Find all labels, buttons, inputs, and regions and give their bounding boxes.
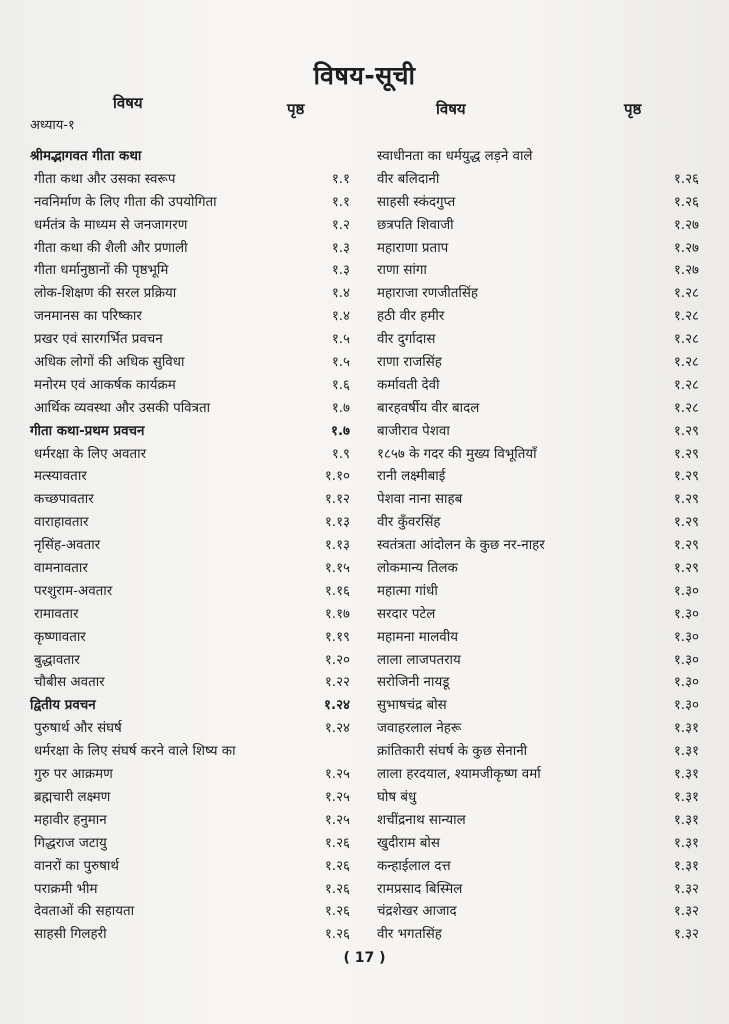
toc-entry bbox=[377, 329, 699, 352]
toc-entry bbox=[30, 398, 350, 421]
toc-entry-title: गिद्धराज जटायु bbox=[34, 835, 107, 851]
toc-entry-title: मनोरम एवं आकर्षक कार्यक्रम bbox=[34, 377, 176, 393]
toc-entry-page: १.१६ bbox=[324, 583, 350, 599]
toc-entry-page: १.२६ bbox=[324, 858, 350, 874]
toc-entry-title: वीर दुर्गादास bbox=[377, 332, 436, 348]
toc-entry-page: १.२८ bbox=[673, 332, 699, 348]
toc-entry-title: गीता कथा की शैली और प्रणाली bbox=[34, 240, 188, 256]
toc-entry-title: साहसी गिलहरी bbox=[34, 927, 107, 943]
toc-entry bbox=[30, 260, 350, 283]
toc-entry-page: १.२० bbox=[324, 652, 350, 668]
toc-entry-page: १.२६ bbox=[673, 194, 699, 210]
toc-entry-page: १.२४ bbox=[324, 721, 350, 737]
toc-entry bbox=[377, 741, 699, 764]
toc-entry bbox=[30, 764, 350, 787]
toc-entry bbox=[377, 421, 699, 444]
toc-entry-page: १.३१ bbox=[673, 721, 699, 737]
toc-entry bbox=[30, 329, 350, 352]
toc-entry-title: लोक-शिक्षण की सरल प्रक्रिया bbox=[34, 286, 177, 302]
toc-entry-page: १.२६ bbox=[324, 904, 350, 920]
toc-entry-page: १.२९ bbox=[673, 561, 699, 577]
toc-entry bbox=[377, 375, 699, 398]
toc-entry bbox=[30, 375, 350, 398]
toc-entry-title: बाजीराव पेशवा bbox=[377, 423, 450, 439]
toc-entry-title: गीता धर्मानुष्ठानों की पृष्ठभूमि bbox=[34, 263, 169, 279]
toc-entry-title: शचींद्रनाथ सान्याल bbox=[377, 812, 466, 828]
toc-entry-title: पेशवा नाना साहब bbox=[377, 492, 463, 508]
toc-entry-title: रामप्रसाद बिस्मिल bbox=[377, 881, 463, 897]
toc-entry-page: १.२५ bbox=[324, 812, 350, 828]
toc-entry-title: बुद्धावतार bbox=[34, 652, 80, 668]
toc-entry-page: १.३१ bbox=[673, 767, 699, 783]
toc-entry-title: नृसिंह-अवतार bbox=[34, 538, 101, 554]
toc-entry-title: सरोजिनी नायडू bbox=[377, 675, 450, 691]
right-toc-column bbox=[377, 146, 699, 947]
toc-entry-page: १.४ bbox=[331, 309, 350, 325]
toc-entry-title: मत्स्यावतार bbox=[34, 469, 87, 485]
toc-entry bbox=[377, 535, 699, 558]
toc-entry-page: १.३२ bbox=[673, 881, 699, 897]
toc-entry-title: बारहवर्षीय वीर बादल bbox=[377, 400, 480, 416]
left-toc-column bbox=[30, 146, 350, 947]
toc-entry bbox=[30, 535, 350, 558]
toc-entry bbox=[377, 215, 699, 238]
toc-entry-page: १.२९ bbox=[673, 515, 699, 531]
toc-entry-title: लाला लाजपतराय bbox=[377, 652, 461, 668]
toc-entry bbox=[377, 489, 699, 512]
toc-entry bbox=[377, 627, 699, 650]
toc-entry-page: १.३० bbox=[673, 606, 699, 622]
toc-entry bbox=[30, 581, 350, 604]
toc-entry bbox=[377, 695, 699, 718]
toc-entry-page: १.३१ bbox=[673, 812, 699, 828]
toc-entry-page: १.२७ bbox=[673, 263, 699, 279]
toc-entry-title: धर्मरक्षा के लिए अवतार bbox=[34, 446, 147, 462]
toc-entry-page: १.२८ bbox=[673, 400, 699, 416]
toc-entry-title: वीर भगतसिंह bbox=[377, 927, 442, 943]
toc-entry bbox=[377, 283, 699, 306]
toc-entry bbox=[30, 901, 350, 924]
toc-entry-title: खुदीराम बोस bbox=[377, 835, 440, 851]
toc-entry-page: १.२८ bbox=[673, 309, 699, 325]
toc-entry-title: कच्छपावतार bbox=[34, 492, 94, 508]
toc-entry-title: महाराणा प्रताप bbox=[377, 240, 449, 256]
toc-entry-page: १.३० bbox=[673, 629, 699, 645]
toc-entry-title: धर्मरक्षा के लिए संघर्ष करने वाले शिष्य का bbox=[34, 744, 236, 760]
toc-entry-page: १.२६ bbox=[324, 927, 350, 943]
toc-entry bbox=[377, 260, 699, 283]
toc-entry-title: प्रखर एवं सारगर्भित प्रवचन bbox=[34, 332, 163, 348]
toc-entry bbox=[377, 192, 699, 215]
toc-entry-page: १.२७ bbox=[673, 240, 699, 256]
toc-entry-title: छत्रपति शिवाजी bbox=[377, 217, 454, 233]
toc-entry bbox=[30, 879, 350, 902]
toc-entry bbox=[377, 398, 699, 421]
toc-entry bbox=[377, 169, 699, 192]
toc-entry-page: १.३० bbox=[673, 652, 699, 668]
toc-entry-title: साहसी स्कंदगुप्त bbox=[377, 194, 456, 210]
toc-entry-title: वाराहावतार bbox=[34, 515, 89, 531]
toc-entry-page: १.१ bbox=[331, 171, 350, 187]
toc-entry-title: धर्मतंत्र के माध्यम से जनजागरण bbox=[34, 217, 188, 233]
toc-entry bbox=[377, 650, 699, 673]
toc-entry bbox=[377, 146, 677, 169]
toc-entry-page: १.२९ bbox=[673, 492, 699, 508]
left-toc-list bbox=[30, 146, 350, 947]
toc-entry-title: परशुराम-अवतार bbox=[34, 583, 113, 599]
toc-entry bbox=[377, 718, 699, 741]
left-subject-header: विषय bbox=[113, 94, 143, 112]
toc-entry-page: १.६ bbox=[331, 377, 350, 393]
toc-entry-title: गुरु पर आक्रमण bbox=[34, 767, 113, 783]
toc-entry-page: १.२४ bbox=[324, 698, 350, 714]
toc-entry-page: १.७ bbox=[330, 423, 350, 439]
toc-entry bbox=[377, 879, 699, 902]
toc-entry-title: नवनिर्माण के लिए गीता की उपयोगिता bbox=[34, 194, 217, 210]
toc-entry-page: १.२९ bbox=[673, 469, 699, 485]
toc-entry-page: १.२९ bbox=[673, 446, 699, 462]
toc-entry-title: रामावतार bbox=[34, 606, 79, 622]
toc-entry bbox=[30, 558, 350, 581]
toc-entry-page: १.३ bbox=[331, 240, 350, 256]
toc-entry-page: १.९ bbox=[331, 446, 350, 462]
toc-entry-page: १.१ bbox=[331, 194, 350, 210]
toc-entry-title: कन्हाईलाल दत्त bbox=[377, 858, 451, 874]
toc-entry bbox=[377, 512, 699, 535]
toc-entry bbox=[377, 856, 699, 879]
toc-entry bbox=[377, 901, 699, 924]
toc-entry-title: स्वतंत्रता आंदोलन के कुछ नर-नाहर bbox=[377, 538, 545, 554]
toc-entry-title: महामना मालवीय bbox=[377, 629, 458, 645]
toc-entry bbox=[377, 924, 699, 947]
toc-entry bbox=[377, 466, 699, 489]
toc-entry bbox=[30, 672, 350, 695]
toc-entry-title: महात्मा गांधी bbox=[377, 583, 438, 599]
toc-entry bbox=[377, 787, 699, 810]
left-page-header: पृष्ठ bbox=[287, 100, 305, 118]
toc-entry-title: चंद्रशेखर आजाद bbox=[377, 904, 457, 920]
toc-entry-page: १.१५ bbox=[324, 561, 350, 577]
toc-entry-page: १.२५ bbox=[324, 789, 350, 805]
toc-entry-title: चौबीस अवतार bbox=[34, 675, 105, 691]
toc-entry bbox=[30, 741, 330, 764]
page-title: विषय-सूची bbox=[313, 61, 416, 90]
toc-entry bbox=[377, 238, 699, 261]
toc-entry-title: स्वाधीनता का धर्मयुद्ध लड़ने वाले bbox=[377, 149, 533, 164]
toc-entry bbox=[377, 833, 699, 856]
toc-entry bbox=[30, 238, 350, 261]
toc-entry-page: १.३० bbox=[673, 698, 699, 714]
toc-entry-title: जनमानस का परिष्कार bbox=[34, 309, 142, 325]
toc-entry-page: १.२२ bbox=[324, 675, 350, 691]
toc-entry-page: १.२९ bbox=[673, 538, 699, 554]
toc-entry-title: १८५७ के गदर की मुख्य विभूतियाँ bbox=[377, 446, 537, 462]
toc-entry-page: १.४ bbox=[331, 286, 350, 302]
toc-entry bbox=[377, 444, 699, 467]
page-number: ( 17 ) bbox=[343, 950, 386, 966]
toc-entry bbox=[30, 695, 350, 718]
toc-entry-title: गीता कथा-प्रथम प्रवचन bbox=[30, 423, 145, 439]
toc-entry-page: १.३१ bbox=[673, 744, 699, 760]
toc-entry-title: वीर कुँवरसिंह bbox=[377, 515, 441, 531]
toc-entry-page: १.२ bbox=[331, 217, 350, 233]
toc-entry bbox=[30, 856, 350, 879]
toc-entry bbox=[30, 489, 350, 512]
toc-entry bbox=[377, 306, 699, 329]
toc-entry-page: १.२९ bbox=[673, 423, 699, 439]
toc-entry bbox=[377, 558, 699, 581]
toc-entry bbox=[30, 604, 350, 627]
toc-entry-page: १.३१ bbox=[673, 789, 699, 805]
chapter-label: अध्याय-१ bbox=[30, 118, 75, 133]
toc-entry-title: अधिक लोगों की अधिक सुविधा bbox=[34, 355, 185, 371]
toc-entry-page: १.१९ bbox=[324, 629, 350, 645]
toc-entry-page: १.१० bbox=[324, 469, 350, 485]
toc-entry-title: हठी वीर हमीर bbox=[377, 309, 445, 325]
toc-entry-page: १.१२ bbox=[324, 492, 350, 508]
right-page-header: पृष्ठ bbox=[624, 100, 642, 118]
toc-entry-page: १.२८ bbox=[673, 286, 699, 302]
toc-entry-title: लाला हरदयाल, श्यामजीकृष्ण वर्मा bbox=[377, 767, 541, 783]
toc-entry bbox=[30, 718, 350, 741]
toc-entry-title: राणा सांगा bbox=[377, 263, 427, 279]
toc-entry-page: १.३२ bbox=[673, 927, 699, 943]
toc-entry bbox=[30, 283, 350, 306]
toc-entry bbox=[377, 581, 699, 604]
toc-entry-title: पुरुषार्थ और संघर्ष bbox=[34, 721, 122, 737]
toc-entry-title: महाराजा रणजीतसिंह bbox=[377, 286, 479, 302]
toc-entry-page: १.२६ bbox=[673, 171, 699, 187]
toc-entry bbox=[30, 421, 350, 444]
toc-entry-page: १.२६ bbox=[324, 881, 350, 897]
toc-entry bbox=[30, 306, 350, 329]
toc-entry bbox=[377, 352, 699, 375]
toc-entry-title: लोकमान्य तिलक bbox=[377, 561, 458, 577]
toc-entry-title: कृष्णावतार bbox=[34, 629, 86, 645]
toc-entry-page: १.३१ bbox=[673, 858, 699, 874]
toc-entry bbox=[30, 810, 350, 833]
toc-entry-page: १.२६ bbox=[324, 835, 350, 851]
toc-entry-title: कर्मावती देवी bbox=[377, 377, 440, 393]
toc-entry bbox=[377, 810, 699, 833]
toc-entry bbox=[30, 466, 350, 489]
right-toc-list bbox=[377, 146, 699, 947]
toc-entry bbox=[30, 787, 350, 810]
right-subject-header: विषय bbox=[436, 100, 466, 118]
toc-entry-title: गीता कथा और उसका स्वरूप bbox=[34, 171, 176, 187]
toc-entry-title: ब्रह्मचारी लक्ष्मण bbox=[34, 789, 111, 805]
toc-entry-page: १.२८ bbox=[673, 355, 699, 371]
toc-entry-title: द्वितीय प्रवचन bbox=[30, 698, 96, 714]
toc-entry-page: १.३० bbox=[673, 675, 699, 691]
toc-entry-page: १.१३ bbox=[324, 538, 350, 554]
toc-entry-title: सुभाषचंद्र बोस bbox=[377, 698, 447, 714]
toc-entry-page: १.३२ bbox=[673, 904, 699, 920]
toc-entry-title: रानी लक्ष्मीबाई bbox=[377, 469, 446, 485]
toc-entry-page: १.१३ bbox=[324, 515, 350, 531]
toc-entry-page: १.७ bbox=[331, 400, 350, 416]
toc-entry-page: १.२८ bbox=[673, 377, 699, 393]
toc-entry bbox=[30, 169, 350, 192]
toc-entry-page: १.३१ bbox=[673, 835, 699, 851]
toc-entry-title: देवताओं की सहायता bbox=[34, 904, 135, 920]
toc-entry-page: १.५ bbox=[331, 355, 350, 371]
toc-entry-title: राणा राजसिंह bbox=[377, 355, 442, 371]
toc-entry-title: घोष बंधु bbox=[377, 789, 417, 805]
toc-entry bbox=[30, 444, 350, 467]
toc-entry-page: १.३ bbox=[331, 263, 350, 279]
toc-entry-title: वामनावतार bbox=[34, 561, 88, 577]
toc-entry bbox=[377, 604, 699, 627]
toc-entry-page: १.२५ bbox=[324, 767, 350, 783]
toc-entry-page: १.१७ bbox=[324, 606, 350, 622]
toc-entry-title: महावीर हनुमान bbox=[34, 812, 107, 828]
toc-entry-page: १.३० bbox=[673, 583, 699, 599]
toc-entry-title: वीर बलिदानी bbox=[377, 171, 440, 187]
toc-entry bbox=[30, 924, 350, 947]
toc-entry bbox=[30, 833, 350, 856]
toc-entry bbox=[30, 650, 350, 673]
toc-entry-title: जवाहरलाल नेहरू bbox=[377, 721, 462, 737]
toc-entry-page: १.५ bbox=[331, 332, 350, 348]
toc-entry bbox=[30, 512, 350, 535]
toc-entry-page: १.२७ bbox=[673, 217, 699, 233]
toc-entry-title: क्रांतिकारी संघर्ष के कुछ सेनानी bbox=[377, 744, 528, 760]
toc-entry-title: पराक्रमी भीम bbox=[34, 881, 98, 897]
toc-entry bbox=[30, 627, 350, 650]
toc-entry bbox=[377, 672, 699, 695]
toc-entry bbox=[30, 192, 350, 215]
toc-entry-title: आर्थिक व्यवस्था और उसकी पवित्रता bbox=[34, 400, 211, 416]
toc-entry-title: श्रीमद्भागवत गीता कथा bbox=[30, 149, 142, 164]
toc-entry bbox=[30, 352, 350, 375]
toc-entry-title: वानरों का पुरुषार्थ bbox=[34, 858, 119, 874]
toc-entry bbox=[30, 146, 330, 169]
toc-entry bbox=[377, 764, 699, 787]
toc-entry bbox=[30, 215, 350, 238]
toc-entry-title: सरदार पटेल bbox=[377, 606, 436, 622]
